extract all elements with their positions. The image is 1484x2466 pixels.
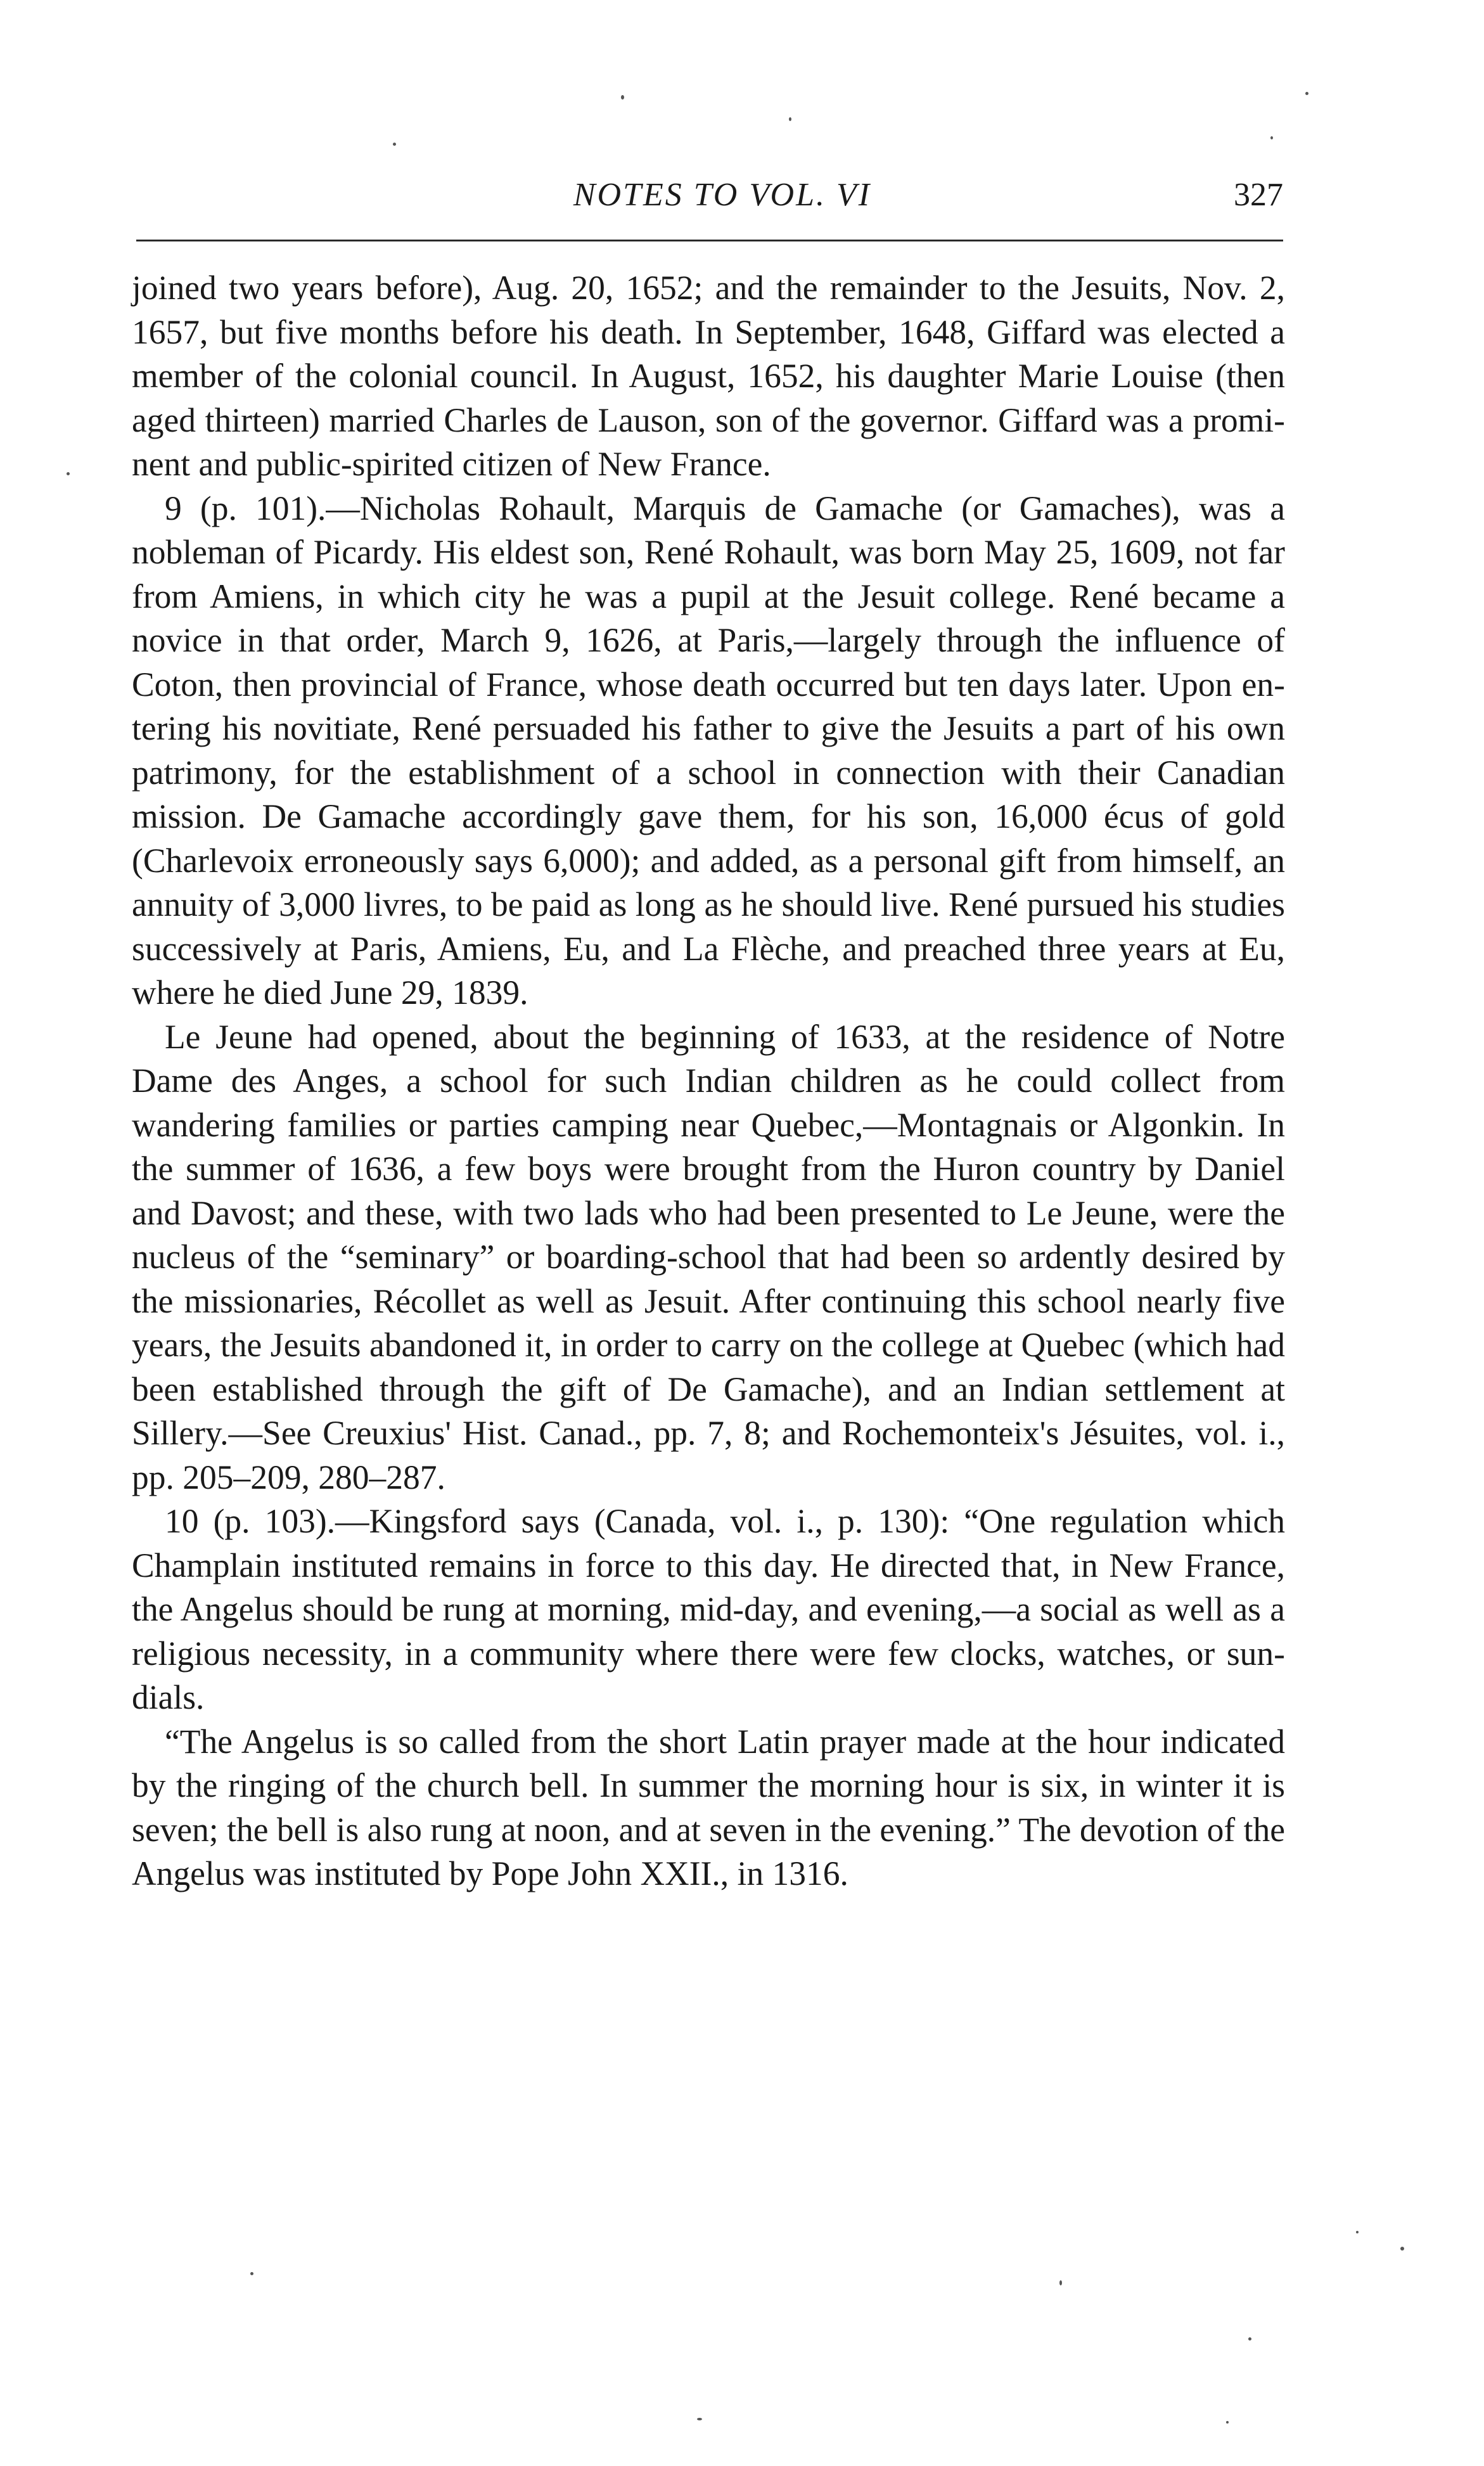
- notes-text: [132, 266, 1285, 1896]
- paragraph-note-9: 9 (p. 101).—Nicholas Rohault, Marquis de Gamache (or Gamaches), was a nobleman of Picardy. His eldest son, René Rohault, was born May 25, 1609, not far from Amiens, in which city he was a pupil at the Jesuit college. René became a novice in that order, March 9, 1626, at Paris,—largely through the influence of Coton, then provincial of France, whose death occurred but ten days later. Upon entering his novitiate, René persuaded his father to give the Jesuits a part of his own patrimony, for the establishment of a school in connection with their Canadian mission. De Gamache accordingly gave them, for his son, 16,000 écus of gold (Charlevoix erroneously says 6,000); and added, as a personal gift from himself, an annuity of 3,000 livres, to be paid as long as he should live. René pursued his studies successively at Paris, Amiens, Eu, and La Flèche, and preached three years at Eu, where he died June 29, 1839.: [132, 489, 1285, 1011]
- scan-speck: [1248, 2337, 1251, 2341]
- paragraph-angelus-quote: “The Angelus is so called from the short Latin prayer made at the hour indicated by the ringing of the church bell. In summer the morning hour is six, in winter it is seven; the bell is also rung at noon, and at seven in the evening.” The devotion of the Angelus was instituted by Pope John XXII., in 1316.: [132, 1722, 1285, 1892]
- scan-speck: [1400, 2247, 1404, 2251]
- paragraph-continued-note: joined two years before), Aug. 20, 1652; and the remainder to the Jesuits, Nov. 2, 1657, but five months before his death. In September, 1648, Giffard was elected a member of the colonial council. In August, 1652, his daughter Marie Louise (then aged thirteen) married Charles de Lauson, son of the governor. Giffard was a prominent and public-spirited citizen of New France.: [132, 269, 1285, 483]
- scan-speck: [621, 95, 624, 100]
- scan-speck: [697, 2418, 702, 2420]
- scan-speck: [1356, 2231, 1359, 2233]
- scan-speck: [1059, 2280, 1062, 2285]
- paragraph-seminary: Le Jeune had opened, about the beginning of 1633, at the residence of Notre Dame des Anges, a school for such Indian children as he could collect from wandering families or parties camping near Quebec,—Montagnais or Algonkin. In the summer of 1636, a few boys were brought from the Huron country by Daniel and Davost; and these, with two lads who had been presented to Le Jeune, were the nucleus of the “seminary” or boarding-school that had been so ardently desired by the missionaries, Récollet as well as Jesuit. After continuing this school nearly five years, the Jesuits abandoned it, in order to carry on the college at Quebec (which had been established through the gift of De Gamache), and an Indian settlement at Sillery.—See Creuxius' Hist. Canad., pp. 7, 8; and Rochemonteix's Jésuites, vol. i., pp. 205–209, 280–287.: [132, 1017, 1285, 1496]
- page-number: 327: [1234, 177, 1283, 213]
- scan-speck: [1270, 136, 1273, 139]
- header-rule: [136, 240, 1283, 241]
- running-title: NOTES TO VOL. VI: [573, 177, 872, 213]
- scan-speck: [789, 117, 791, 121]
- running-head: [136, 170, 1283, 221]
- scan-speck: [250, 2272, 253, 2275]
- scan-speck: [393, 143, 396, 146]
- scan-speck: [1305, 92, 1308, 95]
- paragraph-note-10: 10 (p. 103).—Kingsford says (Canada, vol. i., p. 130): “One regulation which Champlain instituted remains in force to this day. He directed that, in New France, the Angelus should be rung at morning, mid-day, and evening,—a social as well as a religious necessity, in a community where there were few clocks, watches, or sundials.: [132, 1502, 1285, 1716]
- scan-speck: [1226, 2421, 1229, 2424]
- scan-speck: [67, 472, 70, 475]
